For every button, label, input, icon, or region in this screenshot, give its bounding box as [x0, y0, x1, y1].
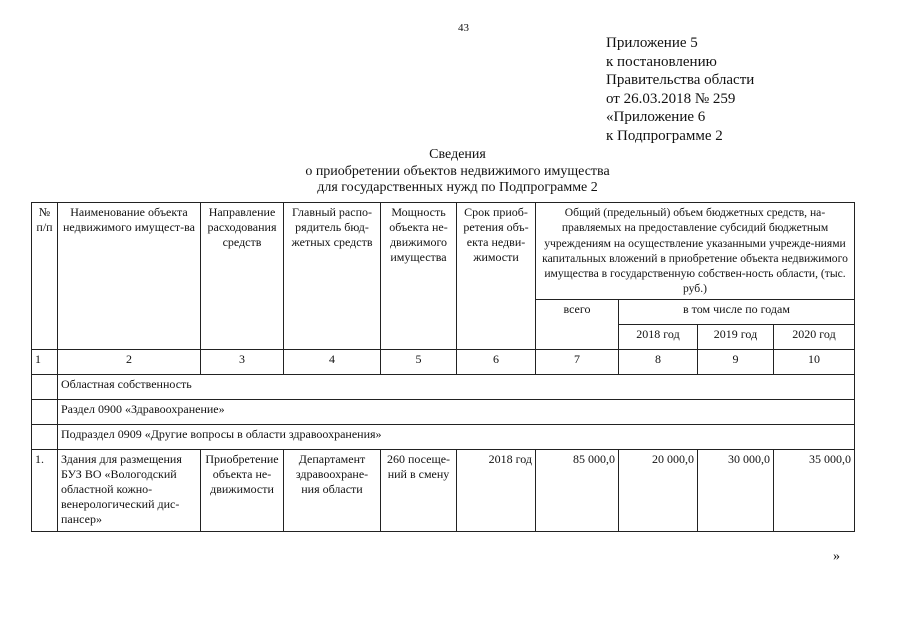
row-2018: 20 000,0: [619, 449, 698, 531]
title-line-2: о приобретении объектов недвижимого имущества: [305, 163, 610, 179]
section-row: [32, 399, 855, 424]
annex-line: Приложение 5: [606, 35, 698, 51]
table-header-row: [32, 203, 855, 300]
section-title: Областная собственность: [58, 374, 855, 399]
column-number: 10: [774, 349, 855, 374]
row-direction: Приобретение объекта не-движимости: [201, 449, 284, 531]
section-title: Раздел 0900 «Здравоохранение»: [58, 399, 855, 424]
section-num-cell: [32, 424, 58, 449]
page-number: 43: [458, 22, 469, 34]
annex-line: к постановлению: [606, 53, 717, 70]
row-term: 2018 год: [457, 449, 536, 531]
section-num-cell: [32, 374, 58, 399]
annex-line: «Приложение 6: [606, 109, 706, 126]
row-capacity: 260 посеще-ний в смену: [381, 449, 457, 531]
title-line-3: для государственных нужд по Подпрограмме 2: [317, 180, 598, 195]
header-capacity: Мощность объекта не-движимого имущества: [381, 203, 457, 350]
document-title: [0, 147, 905, 197]
header-direction: Направление расходования средств: [201, 203, 284, 350]
header-name: Наименование объекта недвижимого имущест-ва: [58, 203, 201, 350]
column-number: 7: [536, 349, 619, 374]
title-line-1: Сведения: [429, 147, 486, 162]
annex-line: от 26.03.2018 № 259: [606, 90, 736, 107]
row-name: Здания для размещения БУЗ ВО «Вологодский областной кожно-венерологический дис-пансер»: [58, 449, 201, 531]
header-2018: 2018 год: [619, 324, 698, 349]
annex-line: Правительства области: [606, 72, 755, 89]
section-num-cell: [32, 399, 58, 424]
annex-header: [606, 34, 754, 146]
column-number: 6: [457, 349, 536, 374]
row-total: 85 000,0: [536, 449, 619, 531]
header-total: всего: [536, 299, 619, 349]
header-2020: 2020 год: [774, 324, 855, 349]
closing-quote: »: [833, 549, 840, 564]
column-number: 4: [284, 349, 381, 374]
header-num: № п/п: [32, 203, 58, 350]
section-row: [32, 424, 855, 449]
column-number: 1: [32, 349, 58, 374]
row-num: 1.: [32, 449, 58, 531]
row-2019: 30 000,0: [698, 449, 774, 531]
section-row: [32, 374, 855, 399]
column-number: 9: [698, 349, 774, 374]
property-acquisition-table: [31, 202, 855, 532]
header-by-years: в том числе по годам: [619, 299, 855, 324]
table-row: [32, 449, 855, 531]
header-budget: Общий (предельный) объем бюджетных средств, на-правляемых на предоставление субсидий бюджетным учреждениям на осуществление указанными учрежде-ниями капитальных вложений в приобретение объекта недвижимого имущества в государственную собствен-ность области, (тыс. руб.): [536, 203, 855, 300]
column-number: 2: [58, 349, 201, 374]
column-number-row: [32, 349, 855, 374]
header-manager: Главный распо-рядитель бюд-жетных средств: [284, 203, 381, 350]
row-2020: 35 000,0: [774, 449, 855, 531]
column-number: 3: [201, 349, 284, 374]
header-2019: 2019 год: [698, 324, 774, 349]
header-term: Срок приоб-ретения объ-екта недви-жимости: [457, 203, 536, 350]
column-number: 5: [381, 349, 457, 374]
section-title: Подраздел 0909 «Другие вопросы в области здравоохранения»: [58, 424, 855, 449]
column-number: 8: [619, 349, 698, 374]
row-manager: Департамент здравоохране-ния области: [284, 449, 381, 531]
annex-line: к Подпрограмме 2: [606, 127, 723, 144]
